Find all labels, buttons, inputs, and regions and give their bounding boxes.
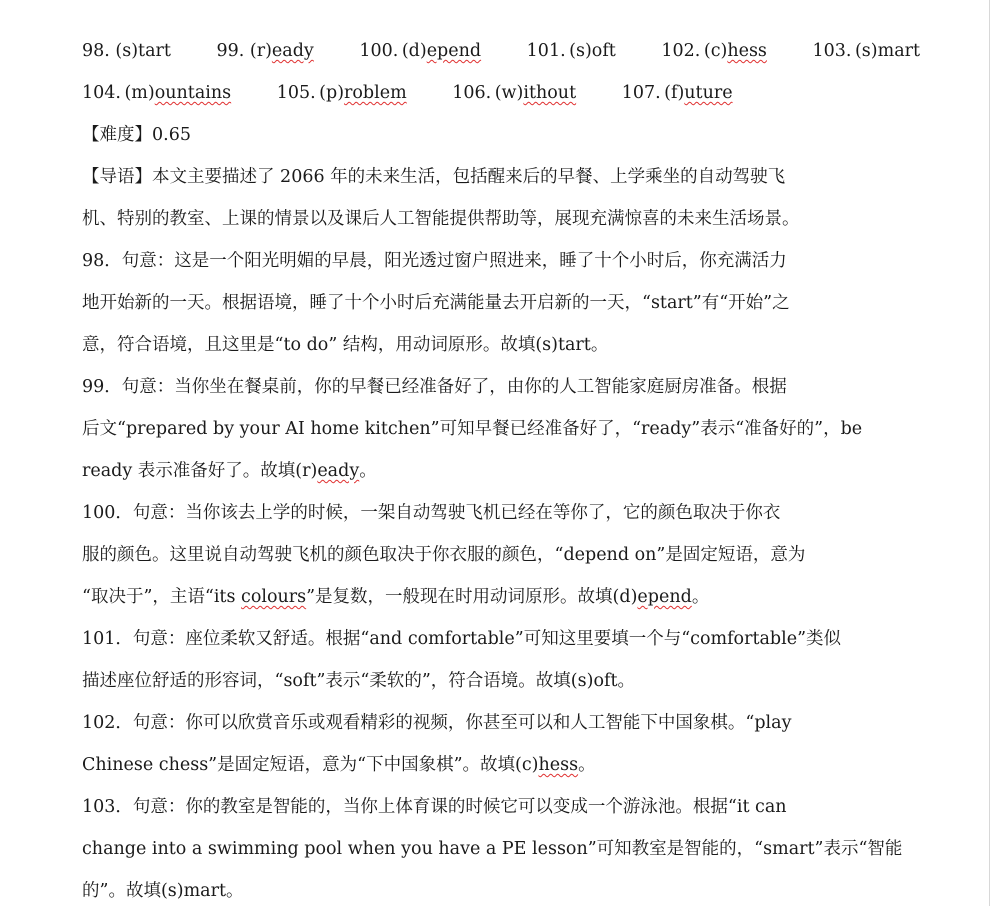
explanation-102-line-1: 102．句意：你可以欣赏音乐或观看精彩的视频，你甚至可以和人工智能下中国象棋。“play xyxy=(82,713,792,733)
explanation-103-line-3: 的”。故填(s)mart。 xyxy=(82,881,244,901)
difficulty-line: 【难度】0.65 xyxy=(82,125,191,145)
explanation-98-line-3: 意，符合语境，且这里是“to do” 结构，用动词原形。故填(s)tart。 xyxy=(82,335,609,355)
answer-102: 102. (c)hess xyxy=(661,41,767,61)
explanation-101-line-2: 描述座位舒适的形容词，“soft”表示“柔软的”，符合语境。故填(s)oft。 xyxy=(82,671,635,691)
intro-line-1: 【导语】本文主要描述了 2066 年的未来生活，包括醒来后的早餐、上学乘坐的自动驾驶飞 xyxy=(82,167,786,187)
explanation-100-line-2: 服的颜色。这里说自动驾驶飞机的颜色取决于你衣服的颜色，“depend on”是固定短语，意为 xyxy=(82,545,806,565)
answer-101: 101. (s)oft xyxy=(526,41,616,61)
explanation-100-line-3: “取决于”，主语“its colours”是复数，一般现在时用动词原形。故填(d)epend。 xyxy=(82,587,710,607)
answer-107: 107. (f)uture xyxy=(621,83,733,103)
intro-line-2: 机、特别的教室、上课的情景以及课后人工智能提供帮助等，展现充满惊喜的未来生活场景。 xyxy=(82,209,800,229)
explanation-103-line-1: 103．句意：你的教室是智能的，当你上体育课的时候它可以变成一个游泳池。根据“it can xyxy=(82,797,787,817)
answer-row-1 xyxy=(82,34,921,76)
answer-100: 100. (d)epend xyxy=(359,41,482,61)
explanation-99-line-1: 99．句意：当你坐在餐桌前，你的早餐已经准备好了，由你的人工智能家庭厨房准备。根据 xyxy=(82,377,787,397)
explanation-101-line-1: 101．句意：座位柔软又舒适。根据“and comfortable”可知这里要填一个与“comfortable”类似 xyxy=(82,629,842,649)
answer-104: 104. (m)ountains xyxy=(82,83,232,103)
explanation-100-line-1: 100．句意：当你该去上学的时候，一架自动驾驶飞机已经在等你了，它的颜色取决于你衣 xyxy=(82,503,781,523)
vertical-scrollbar[interactable] xyxy=(989,0,1007,906)
explanation-98-line-2: 地开始新的一天。根据语境，睡了十个小时后充满能量去开启新的一天，“start”有“开始”之 xyxy=(82,293,790,313)
explanation-103-line-2: change into a swimming pool when you have a PE lesson”可知教室是智能的，“smart”表示“智能 xyxy=(82,839,903,859)
explanation-99-line-3: ready 表示准备好了。故填(r)eady。 xyxy=(82,461,377,481)
explanation-99-line-2: 后文“prepared by your AI home kitchen”可知早餐已经准备好了，“ready”表示“准备好的”，be xyxy=(82,419,863,439)
document-body xyxy=(82,34,921,916)
answer-103: 103. (s)mart xyxy=(812,41,921,61)
answer-98: 98. (s)tart xyxy=(82,41,171,61)
answer-99: 99. (r)eady xyxy=(216,41,314,61)
explanation-102-line-2: Chinese chess”是固定短语，意为“下中国象棋”。故填(c)hess。 xyxy=(82,755,596,775)
answer-row-2 xyxy=(82,76,832,118)
answer-105: 105. (p)roblem xyxy=(276,83,407,103)
explanation-98-line-1: 98．句意：这是一个阳光明媚的早晨，阳光透过窗户照进来，睡了十个小时后，你充满活力 xyxy=(82,251,787,271)
answer-106: 106. (w)ithout xyxy=(452,83,577,103)
